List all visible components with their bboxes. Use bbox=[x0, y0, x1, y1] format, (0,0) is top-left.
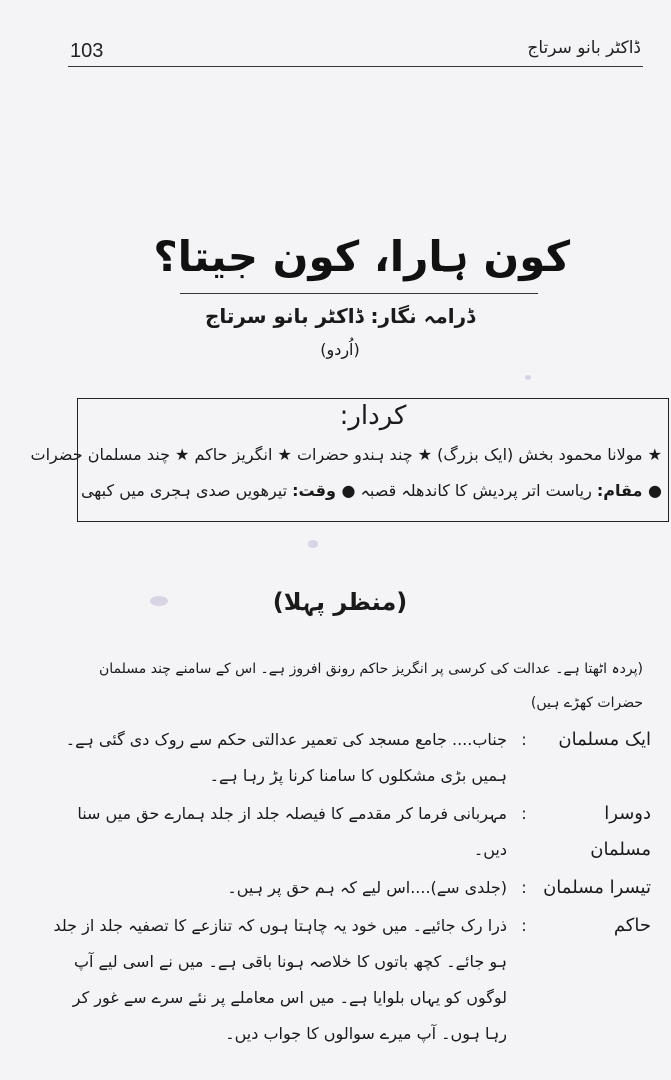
header-rule bbox=[68, 66, 643, 67]
characters-heading: کردار: bbox=[339, 401, 407, 431]
speech-text: مہربانی فرما کر مقدمے کا فیصلہ جلد از جلد ہمارے حق میں سنا دیں۔ bbox=[77, 804, 507, 859]
title-rule bbox=[180, 293, 538, 294]
time-label: ● وقت: bbox=[292, 481, 356, 500]
play-title: کون ہارا، کون جیتا؟ bbox=[153, 232, 570, 281]
dialogue bbox=[52, 722, 651, 1054]
dialogue-line bbox=[52, 722, 651, 794]
speaker-name: تیسرا مسلمان bbox=[543, 877, 651, 898]
speaker-name: دوسرا مسلمان bbox=[590, 803, 651, 860]
speech-text: جناب.... جامع مسجد کی تعمیر عدالتی حکم سے روک دی گئی ہے۔ ہمیں بڑی مشکلوں کا سامنا کرنا پڑ رہا ہے۔ bbox=[65, 730, 507, 785]
speech-text: (جلدی سے)....اس لیے کہ ہم حق پر ہیں۔ bbox=[227, 878, 507, 897]
speaker-colon: : bbox=[521, 730, 527, 749]
dialogue-line bbox=[52, 796, 651, 868]
running-head: ڈاکٹر بانو سرتاج bbox=[527, 38, 641, 58]
dialogue-line bbox=[52, 908, 651, 1052]
paper-speck bbox=[525, 375, 531, 380]
paper-speck bbox=[150, 596, 168, 606]
place-label: ● مقام: bbox=[596, 481, 662, 500]
place-time-line bbox=[80, 481, 662, 500]
dialogue-line bbox=[52, 870, 651, 906]
speaker-name: ایک مسلمان bbox=[558, 729, 651, 750]
speaker-name: حاکم bbox=[613, 915, 651, 936]
characters-box bbox=[30, 398, 669, 522]
paper-speck bbox=[308, 540, 318, 548]
speaker-colon: : bbox=[521, 878, 527, 897]
stage-direction: (پردہ اٹھتا ہے۔ عدالت کی کرسی پر انگریز حاکم رونق افروز ہے۔ اس کے سامنے چند مسلمان حضرات کھڑے ہیں) bbox=[99, 661, 643, 711]
page-number: 103 bbox=[70, 40, 104, 62]
language-label: (اُردو) bbox=[320, 340, 360, 359]
place-value: ریاست اتر پردیش کا کاندھلہ قصبہ bbox=[360, 481, 592, 500]
time-value: تیرھویں صدی ہجری میں کبھی bbox=[80, 481, 288, 500]
speech-text: ذرا رک جائیے۔ میں خود یہ چاہتا ہوں کہ تنازعے کا تصفیہ جلد از جلد ہو جائے۔ کچھ باتوں کا خلاصہ ہونا باقی ہے۔ میں نے اسی لیے آپ لوگوں کو یہاں بلوایا ہے۔ میں اس معاملے پر نئے سرے سے غور کر رہا ہوں۔ آپ میرے سوالوں کا جواب دیں۔ bbox=[53, 916, 507, 1043]
speaker-colon: : bbox=[521, 804, 527, 823]
playwright-credit: ڈرامہ نگار: ڈاکٹر بانو سرتاج bbox=[205, 304, 475, 328]
scene-title: (منظر پہلا) bbox=[272, 588, 408, 616]
characters-list: ★ مولانا محمود بخش (ایک بزرگ) ★ چند ہندو حضرات ★ انگریز حاکم ★ چند مسلمان حضرات bbox=[30, 445, 662, 464]
speaker-colon: : bbox=[521, 916, 527, 935]
